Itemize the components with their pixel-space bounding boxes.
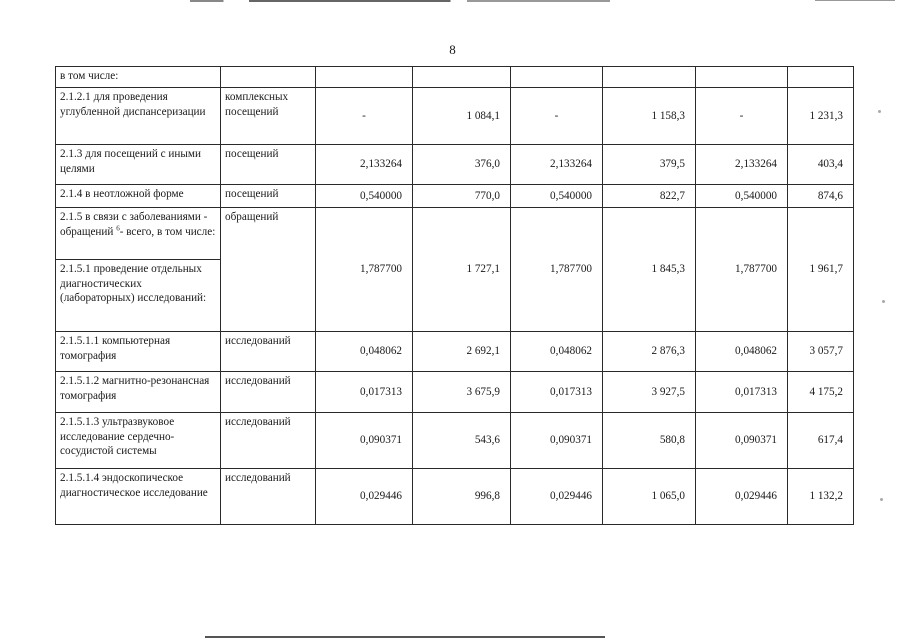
table-row <box>56 332 854 372</box>
row-unit: исследований <box>221 372 316 413</box>
scan-speck <box>878 110 881 113</box>
table-row <box>56 185 854 208</box>
value-cell: 1 065,0 <box>603 469 696 525</box>
value-cell: 0,048062 <box>316 332 413 372</box>
value-cell: 0,029446 <box>511 469 603 525</box>
value-cell: 3 057,7 <box>788 332 854 372</box>
value-cell: 3 675,9 <box>413 372 511 413</box>
value-cell: 376,0 <box>413 145 511 185</box>
value-cell: 617,4 <box>788 413 854 469</box>
value-cell: 0,090371 <box>696 413 788 469</box>
value-cell: 0,540000 <box>316 185 413 208</box>
row-label: 2.1.5.1.3 ультразвуковое исследование сердечно-сосудистой системы <box>56 413 221 469</box>
indicators-table <box>55 66 854 525</box>
value-cell: 2 692,1 <box>413 332 511 372</box>
value-cell: 1,787700 <box>696 208 788 332</box>
value-cell: 1 845,3 <box>603 208 696 332</box>
value-cell: - <box>316 88 413 145</box>
scan-artifact-bottom <box>205 636 605 638</box>
value-cell <box>413 67 511 88</box>
value-cell <box>316 67 413 88</box>
value-cell: - <box>696 88 788 145</box>
table-row <box>56 145 854 185</box>
value-cell: 1,787700 <box>511 208 603 332</box>
row-label: 2.1.5.1.1 компьютерная томография <box>56 332 221 372</box>
table-row <box>56 67 854 88</box>
value-cell <box>603 67 696 88</box>
value-cell: 379,5 <box>603 145 696 185</box>
value-cell: 0,090371 <box>511 413 603 469</box>
row-unit: исследований <box>221 469 316 525</box>
value-cell: 0,029446 <box>696 469 788 525</box>
value-cell: 770,0 <box>413 185 511 208</box>
scan-speck <box>882 300 885 303</box>
row-label <box>56 208 221 260</box>
row-unit: исследований <box>221 332 316 372</box>
row-label-text: - всего, в том числе: <box>119 225 216 238</box>
value-cell: 1 132,2 <box>788 469 854 525</box>
row-unit <box>221 67 316 88</box>
row-label: 2.1.5.1.4 эндоскопическое диагностическое исследование <box>56 469 221 525</box>
value-cell: 543,6 <box>413 413 511 469</box>
row-unit: исследований <box>221 413 316 469</box>
scan-speck <box>880 498 883 501</box>
footnote-marker: 6 <box>116 223 120 232</box>
value-cell: 1 961,7 <box>788 208 854 332</box>
value-cell: 874,6 <box>788 185 854 208</box>
value-cell <box>696 67 788 88</box>
value-cell: 0,048062 <box>696 332 788 372</box>
value-cell: 996,8 <box>413 469 511 525</box>
value-cell: 403,4 <box>788 145 854 185</box>
value-cell: 822,7 <box>603 185 696 208</box>
row-unit: посещений <box>221 145 316 185</box>
value-cell: 0,017313 <box>511 372 603 413</box>
value-cell: 1 158,3 <box>603 88 696 145</box>
table-row <box>56 372 854 413</box>
value-cell: 3 927,5 <box>603 372 696 413</box>
scan-artifact-top-right <box>815 0 895 1</box>
table-row <box>56 208 854 260</box>
scan-artifact-top <box>190 0 610 2</box>
value-cell: 0,029446 <box>316 469 413 525</box>
value-cell: 0,017313 <box>696 372 788 413</box>
value-cell: 580,8 <box>603 413 696 469</box>
row-unit: обращений <box>221 208 316 332</box>
value-cell: 0,017313 <box>316 372 413 413</box>
value-cell: 0,540000 <box>511 185 603 208</box>
value-cell <box>788 67 854 88</box>
row-label: в том числе: <box>56 67 221 88</box>
value-cell: 2 876,3 <box>603 332 696 372</box>
value-cell: 2,133264 <box>696 145 788 185</box>
row-label-text: 2.1.5 в связи с заболеваниями - обращений <box>60 211 208 238</box>
value-cell: 0,540000 <box>696 185 788 208</box>
row-label: 2.1.5.1 проведение отдельных диагностических (лабораторных) исследований: <box>56 260 221 332</box>
row-unit: комплексных посещений <box>221 88 316 145</box>
value-cell: 1,787700 <box>316 208 413 332</box>
value-cell: 4 175,2 <box>788 372 854 413</box>
table-row <box>56 88 854 145</box>
table-row <box>56 413 854 469</box>
value-cell: 2,133264 <box>511 145 603 185</box>
page-number: 8 <box>449 42 456 57</box>
value-cell: 1 727,1 <box>413 208 511 332</box>
value-cell: 0,048062 <box>511 332 603 372</box>
row-label: 2.1.4 в неотложной форме <box>56 185 221 208</box>
row-label: 2.1.2.1 для проведения углубленной диспансеризации <box>56 88 221 145</box>
value-cell: - <box>511 88 603 145</box>
value-cell: 1 231,3 <box>788 88 854 145</box>
row-unit: посещений <box>221 185 316 208</box>
row-label: 2.1.5.1.2 магнитно-резонансная томография <box>56 372 221 413</box>
value-cell: 1 084,1 <box>413 88 511 145</box>
row-label: 2.1.3 для посещений с иными целями <box>56 145 221 185</box>
value-cell: 2,133264 <box>316 145 413 185</box>
value-cell: 0,090371 <box>316 413 413 469</box>
table-row <box>56 469 854 525</box>
value-cell <box>511 67 603 88</box>
